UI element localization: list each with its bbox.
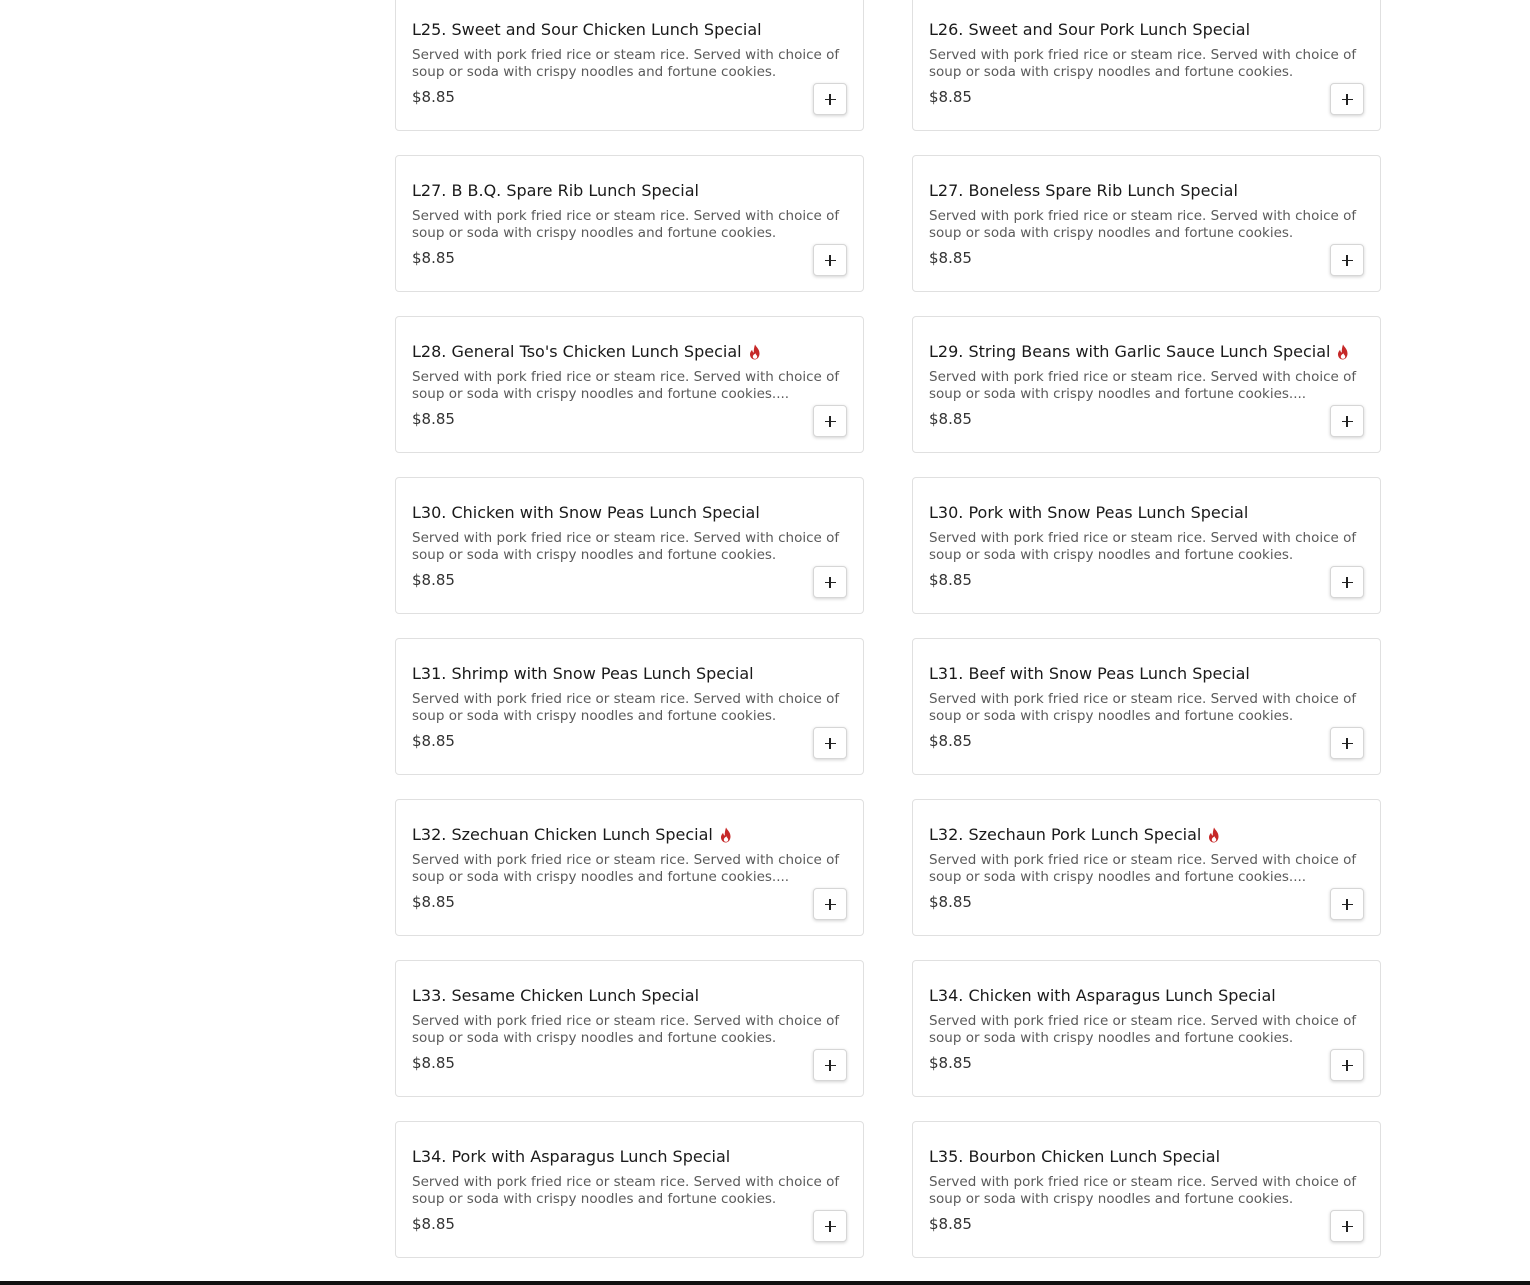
menu-item-title-row [929, 663, 1364, 685]
fire-icon [748, 344, 762, 360]
add-to-cart-button[interactable] [813, 405, 847, 437]
plus-icon [1342, 1221, 1353, 1232]
menu-item-title-row [929, 341, 1364, 363]
menu-item-card[interactable] [912, 316, 1381, 453]
menu-item-price: $8.85 [929, 1215, 972, 1233]
add-to-cart-button[interactable] [1330, 888, 1364, 920]
plus-icon [1342, 255, 1353, 266]
menu-item-description: Served with pork fried rice or steam rice. Served with choice of soup or soda with crispy noodles and fortune cookies. [412, 47, 840, 80]
menu-item-description: Served with pork fried rice or steam rice. Served with choice of soup or soda with crispy noodles and fortune cookies. [412, 1013, 840, 1046]
menu-item-price: $8.85 [929, 732, 972, 750]
menu-item-card[interactable] [395, 477, 864, 614]
menu-item-name: L32. Szechaun Pork Lunch Special [929, 825, 1202, 844]
menu-item-title-row [412, 663, 847, 685]
add-to-cart-button[interactable] [1330, 244, 1364, 276]
menu-item-card[interactable] [395, 799, 864, 936]
plus-icon [825, 738, 836, 749]
menu-item-name: L31. Shrimp with Snow Peas Lunch Special [412, 664, 754, 683]
menu-item-description: Served with pork fried rice or steam rice. Served with choice of soup or soda with crispy noodles and fortune cookies.... [412, 852, 840, 885]
menu-item-price: $8.85 [412, 1054, 455, 1072]
add-to-cart-button[interactable] [813, 244, 847, 276]
menu-item-price: $8.85 [929, 1054, 972, 1072]
add-to-cart-button[interactable] [1330, 566, 1364, 598]
menu-item-card[interactable] [912, 477, 1381, 614]
menu-item-description: Served with pork fried rice or steam rice. Served with choice of soup or soda with crispy noodles and fortune cookies.... [412, 369, 840, 402]
menu-item-description: Served with pork fried rice or steam rice. Served with choice of soup or soda with crispy noodles and fortune cookies. [929, 1013, 1357, 1046]
plus-icon [825, 1060, 836, 1071]
menu-item-price: $8.85 [929, 88, 972, 106]
plus-icon [825, 899, 836, 910]
menu-item-title-row [412, 19, 847, 41]
menu-item-card[interactable] [912, 638, 1381, 775]
menu-item-price: $8.85 [412, 410, 455, 428]
menu-item-name: L32. Szechuan Chicken Lunch Special [412, 825, 713, 844]
menu-item-title-row [412, 180, 847, 202]
menu-item-card[interactable] [912, 960, 1381, 1097]
menu-item-description: Served with pork fried rice or steam rice. Served with choice of soup or soda with crispy noodles and fortune cookies. [412, 1174, 840, 1207]
menu-item-price: $8.85 [412, 571, 455, 589]
menu-item-title-row [412, 985, 847, 1007]
menu-item-card[interactable] [395, 638, 864, 775]
menu-item-name: L25. Sweet and Sour Chicken Lunch Special [412, 20, 762, 39]
menu-item-description: Served with pork fried rice or steam rice. Served with choice of soup or soda with crispy noodles and fortune cookies. [929, 691, 1357, 724]
menu-item-name: L27. Boneless Spare Rib Lunch Special [929, 181, 1238, 200]
add-to-cart-button[interactable] [813, 566, 847, 598]
menu-item-card[interactable] [912, 155, 1381, 292]
menu-item-description: Served with pork fried rice or steam rice. Served with choice of soup or soda with crispy noodles and fortune cookies.... [929, 852, 1357, 885]
menu-item-title-row [412, 341, 847, 363]
menu-item-name: L35. Bourbon Chicken Lunch Special [929, 1147, 1221, 1166]
menu-item-price: $8.85 [412, 88, 455, 106]
menu-item-name: L33. Sesame Chicken Lunch Special [412, 986, 700, 1005]
plus-icon [1342, 1060, 1353, 1071]
add-to-cart-button[interactable] [813, 1210, 847, 1242]
menu-item-price: $8.85 [929, 571, 972, 589]
menu-item-title-row [412, 1146, 847, 1168]
add-to-cart-button[interactable] [1330, 727, 1364, 759]
menu-item-price: $8.85 [412, 249, 455, 267]
menu-item-name: L26. Sweet and Sour Pork Lunch Special [929, 20, 1251, 39]
add-to-cart-button[interactable] [1330, 1210, 1364, 1242]
menu-item-title-row [929, 180, 1364, 202]
plus-icon [1342, 738, 1353, 749]
menu-item-title-row [929, 824, 1364, 846]
fire-icon [719, 827, 733, 843]
menu-item-description: Served with pork fried rice or steam rice. Served with choice of soup or soda with crispy noodles and fortune cookies. [929, 47, 1357, 80]
menu-item-description: Served with pork fried rice or steam rice. Served with choice of soup or soda with crispy noodles and fortune cookies. [412, 691, 840, 724]
menu-item-name: L34. Chicken with Asparagus Lunch Special [929, 986, 1276, 1005]
menu-item-title-row [929, 1146, 1364, 1168]
plus-icon [825, 577, 836, 588]
add-to-cart-button[interactable] [813, 1049, 847, 1081]
add-to-cart-button[interactable] [1330, 83, 1364, 115]
menu-item-name: L31. Beef with Snow Peas Lunch Special [929, 664, 1250, 683]
menu-item-card[interactable] [395, 1121, 864, 1258]
plus-icon [825, 94, 836, 105]
menu-item-description: Served with pork fried rice or steam rice. Served with choice of soup or soda with crispy noodles and fortune cookies.... [929, 369, 1357, 402]
plus-icon [825, 255, 836, 266]
menu-item-title-row [412, 824, 847, 846]
menu-item-description: Served with pork fried rice or steam rice. Served with choice of soup or soda with crispy noodles and fortune cookies. [929, 1174, 1357, 1207]
menu-item-price: $8.85 [929, 893, 972, 911]
plus-icon [1342, 899, 1353, 910]
menu-item-card[interactable] [912, 799, 1381, 936]
menu-item-title-row [929, 19, 1364, 41]
menu-item-card[interactable] [395, 960, 864, 1097]
fire-icon [1336, 344, 1350, 360]
menu-item-card[interactable] [912, 1121, 1381, 1258]
menu-item-price: $8.85 [412, 732, 455, 750]
menu-item-name: L30. Pork with Snow Peas Lunch Special [929, 503, 1249, 522]
plus-icon [1342, 94, 1353, 105]
add-to-cart-button[interactable] [1330, 405, 1364, 437]
add-to-cart-button[interactable] [813, 83, 847, 115]
plus-icon [825, 416, 836, 427]
bottom-bar [0, 1281, 1530, 1285]
menu-item-description: Served with pork fried rice or steam rice. Served with choice of soup or soda with crispy noodles and fortune cookies. [929, 530, 1357, 563]
menu-item-card[interactable] [395, 155, 864, 292]
add-to-cart-button[interactable] [1330, 1049, 1364, 1081]
menu-item-title-row [929, 502, 1364, 524]
menu-item-card[interactable] [395, 0, 864, 131]
menu-item-price: $8.85 [929, 410, 972, 428]
menu-item-name: L28. General Tso's Chicken Lunch Special [412, 342, 742, 361]
menu-item-card[interactable] [395, 316, 864, 453]
menu-item-description: Served with pork fried rice or steam rice. Served with choice of soup or soda with crispy noodles and fortune cookies. [412, 530, 840, 563]
plus-icon [825, 1221, 836, 1232]
plus-icon [1342, 416, 1353, 427]
menu-item-grid [395, 0, 1382, 1258]
menu-item-name: L34. Pork with Asparagus Lunch Special [412, 1147, 731, 1166]
menu-item-title-row [929, 985, 1364, 1007]
menu-item-name: L29. String Beans with Garlic Sauce Lunch Special [929, 342, 1331, 361]
menu-item-description: Served with pork fried rice or steam rice. Served with choice of soup or soda with crispy noodles and fortune cookies. [412, 208, 840, 241]
add-to-cart-button[interactable] [813, 727, 847, 759]
menu-item-title-row [412, 502, 847, 524]
menu-item-name: L27. B B.Q. Spare Rib Lunch Special [412, 181, 699, 200]
menu-item-price: $8.85 [412, 893, 455, 911]
menu-item-price: $8.85 [412, 1215, 455, 1233]
fire-icon [1207, 827, 1221, 843]
menu-item-description: Served with pork fried rice or steam rice. Served with choice of soup or soda with crispy noodles and fortune cookies. [929, 208, 1357, 241]
add-to-cart-button[interactable] [813, 888, 847, 920]
plus-icon [1342, 577, 1353, 588]
menu-item-price: $8.85 [929, 249, 972, 267]
menu-item-name: L30. Chicken with Snow Peas Lunch Special [412, 503, 760, 522]
menu-item-card[interactable] [912, 0, 1381, 131]
